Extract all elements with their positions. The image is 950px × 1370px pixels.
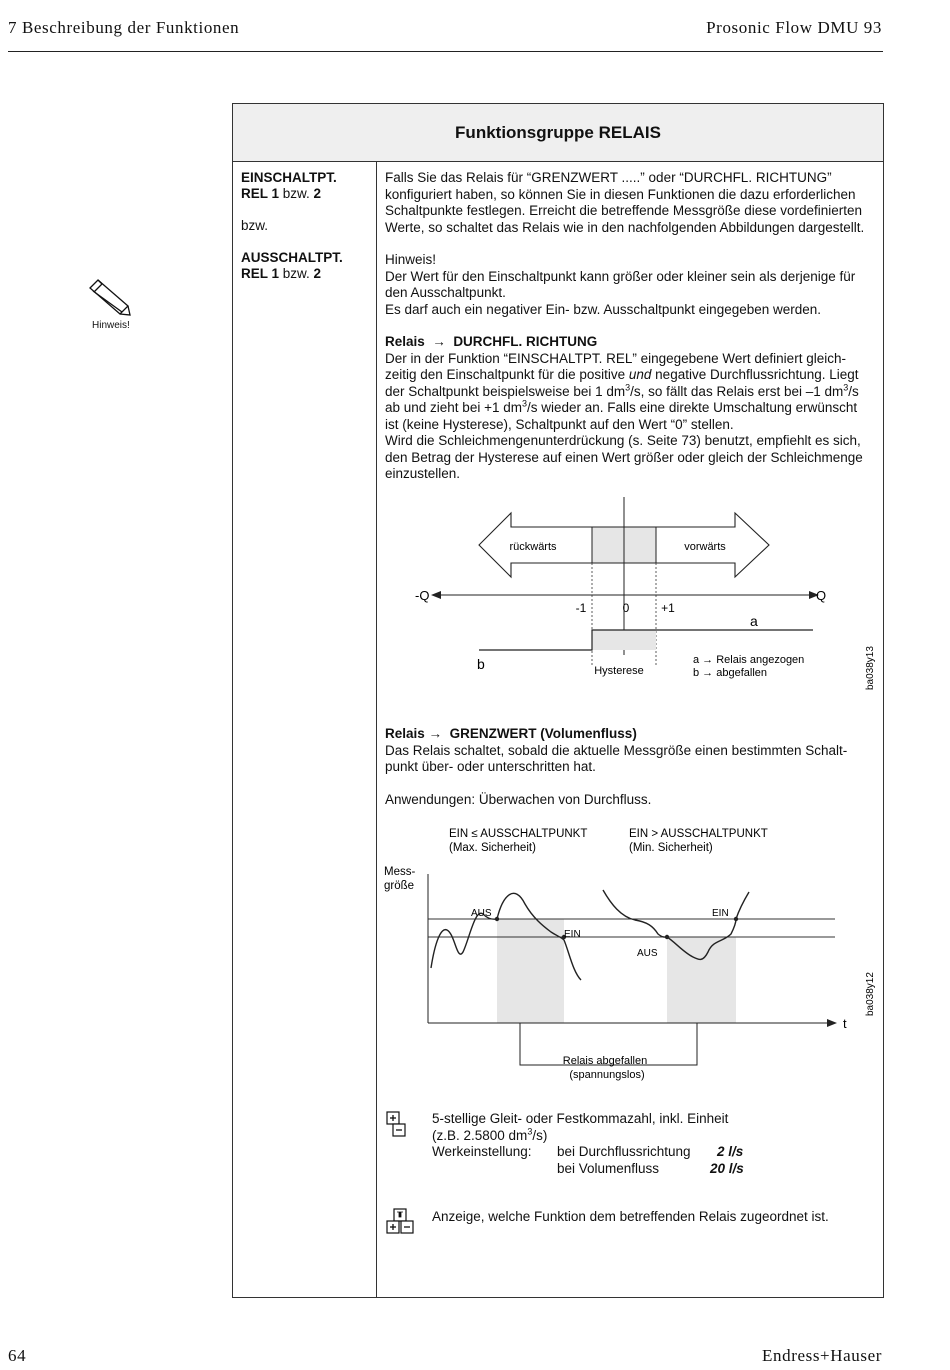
figure-code-1: ba038y13	[865, 646, 876, 690]
hysteresis-diagram	[383, 495, 883, 695]
func-ausschaltpt: AUSSCHALTPT.	[241, 250, 343, 265]
func-rel-line1: REL 1 bzw. 2	[241, 186, 322, 201]
label-forward: vorwärts	[684, 541, 726, 553]
curve-b: b	[477, 656, 485, 672]
tick-minus1: -1	[575, 601, 587, 615]
case1-title: EIN ≤ AUSSCHALTPUNKT	[449, 828, 588, 840]
func-rel-line2: REL 1 bzw. 2	[241, 266, 322, 281]
running-header-product: Prosonic Flow DMU 93	[706, 18, 882, 37]
pencil-note-icon	[86, 276, 132, 316]
label-hysteresis: Hysterese	[594, 665, 644, 677]
brand-name: Endress+Hauser	[762, 1346, 882, 1365]
intro-paragraph: Falls Sie das Relais für “GRENZWERT .....” oder “DURCHFL. RICHTUNG” konfiguriert haben, so können Sie in diesen Funktionen die dazu erforderlichen Schaltpunkte festlegen. Erreicht die betreffende Messgröße diese vordefinierten Werte, so schaltet das Relais wie in den nachfolgenden Abbildungen dargestellt. Hinweis! Der Wert für den Einschaltpunkt kann größer oder kleiner sein als derjenige für den Ausschaltpunkt. Es darf auch ein negativer Ein- bzw. Ausschaltpunkt eingegeben werden. Relais → DURCHFL. RICHTUNG Der in der Funktion “EINSCHALTPT. REL” eingegebene Wert definiert gleich- zeitig den Einschaltpunkt für die positive und negative Durchflussrichtung. Liegt der Schaltpunkt beispielsweise bei 1 $dm^3/s$, so fällt das Relais erst bei –1 $dm^3/s$ ab und zieht bei +1 $dm^3/s$ wieder an. Falls eine direkte Umschaltung erwünscht ist (keine Hysterese), Schaltpunkt auf den Wert “0” stellen. Wird die Schleichmengenunterdrückung (s. Seite 73) benutzt, empfiehlt es sich, den Betrag der Hysterese auf einen Wert größer oder gleich der Schleichmenge einzustellen.	[385, 170, 875, 483]
case2-sub: (Min. Sicherheit)	[629, 842, 713, 854]
function-group-title: Funktionsgruppe RELAIS	[233, 104, 883, 162]
func-einschaltpt: EINSCHALTPT.	[241, 170, 337, 185]
function-names	[241, 170, 343, 282]
note-label: Hinweis!	[92, 320, 130, 331]
case2-title: EIN > AUSSCHALTPUNKT	[629, 828, 768, 840]
tick-zero: 0	[622, 601, 630, 615]
section-limit: Relais → GRENZWERT (Volumenfluss) Das Relais schaltet, sobald die aktuelle Messgröße einen bestimmten Schalt- punkt über- oder unterschritten hat. Anwendungen: Überwachen von Durchfluss.	[385, 726, 875, 808]
key2-description: Anzeige, welche Funktion dem betreffenden Relais zugeordnet ist.	[432, 1209, 829, 1224]
default-direction: 2 l/s	[717, 1144, 744, 1159]
plus-minus-keys-icon	[385, 1110, 409, 1142]
section-limit-heading: Relais → GRENZWERT (Volumenfluss)	[385, 726, 637, 741]
running-header-chapter: 7 Beschreibung der Funktionen	[8, 18, 240, 37]
hint-heading: Hinweis!	[385, 252, 437, 267]
axis-t: t	[843, 1016, 847, 1031]
dropout-label-1: Relais abgefallen	[562, 1055, 648, 1067]
y-label-1: Mess-	[384, 866, 416, 878]
dropout-label-2: (spannungslos)	[569, 1069, 645, 1081]
section-direction-heading: Relais → DURCHFL. RICHTUNG	[385, 334, 598, 349]
label-backward: rückwärts	[509, 541, 557, 553]
func-bzw: bzw.	[241, 218, 269, 233]
marker-ein-1: EIN	[564, 929, 581, 940]
legend-b: b → abgefallen	[693, 667, 767, 679]
y-label-2: größe	[384, 880, 415, 892]
key1-description: 5-stellige Gleit- oder Festkommazahl, inkl. Einheit (z.B. 2.5800 $dm^3/s$) Werkeinstellung: bei Durchflussrichtung 2 l/s bei Volumenfluss 20 l/s	[432, 1111, 744, 1176]
tick-plus1: +1	[661, 601, 675, 615]
axis-q: Q	[816, 588, 827, 603]
figure-code-2: ba038y12	[865, 972, 876, 1016]
case1-sub: (Max. Sicherheit)	[449, 842, 536, 854]
marker-ein-2: EIN	[712, 908, 729, 919]
default-volume: 20 l/s	[710, 1160, 744, 1176]
legend-a: a → Relais angezogen	[693, 654, 805, 666]
marker-aus-1: AUS	[471, 908, 492, 919]
select-keys-icon	[385, 1208, 419, 1238]
marker-aus-2: AUS	[637, 948, 658, 959]
axis-neg-q: -Q	[415, 588, 430, 603]
page-number: 64	[8, 1346, 27, 1365]
curve-a: a	[750, 613, 758, 629]
column-divider	[376, 161, 377, 1297]
limit-diagram	[383, 822, 883, 1082]
header-rule	[8, 51, 883, 52]
dropout-zone-2	[667, 937, 736, 1023]
